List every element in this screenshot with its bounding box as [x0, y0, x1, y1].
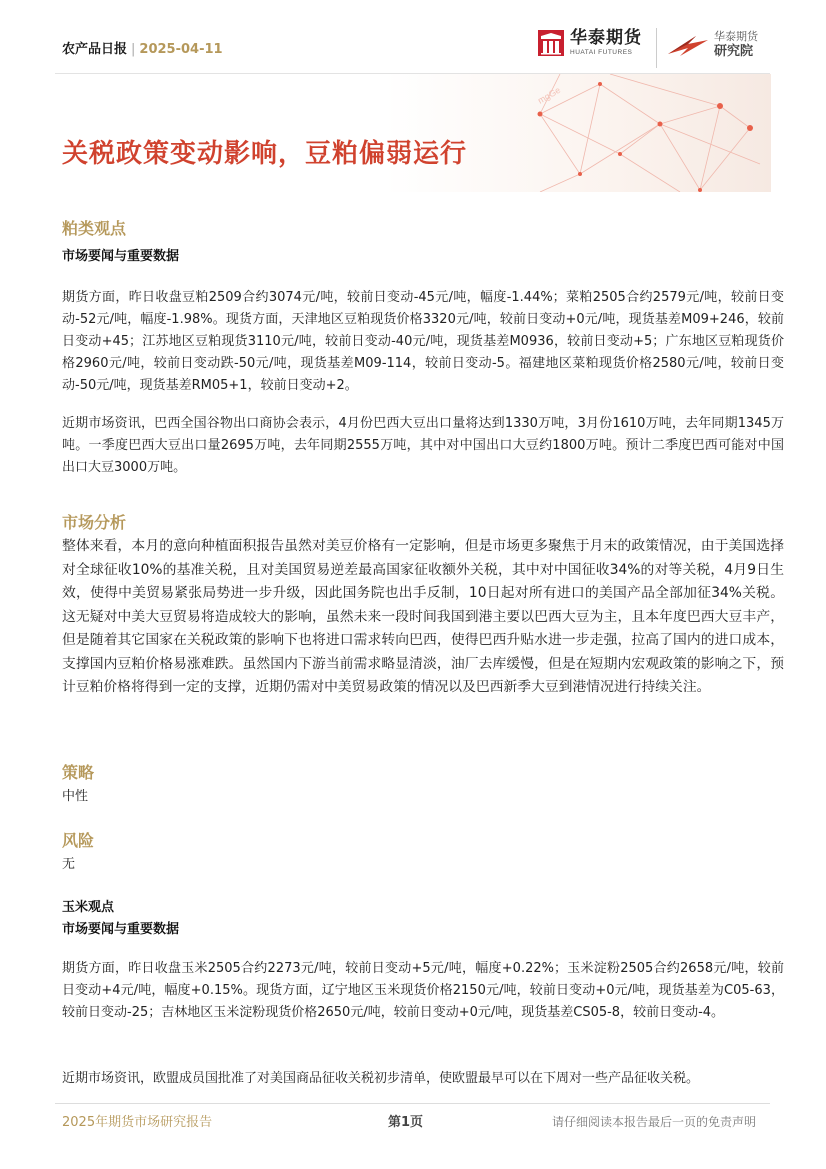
- logo-english-name: HUATAI FUTURES: [570, 49, 633, 56]
- logo-chinese-name: 华泰期货: [570, 28, 642, 48]
- meal-news-heading: 市场要闻与重要数据: [62, 249, 180, 264]
- report-type: 农产品日报: [62, 42, 128, 57]
- research-institute-logo: [666, 30, 758, 60]
- meal-analysis-heading: 市场分析: [62, 513, 127, 532]
- footer-divider: [55, 1103, 770, 1104]
- corn-news-paragraph-1: 期货方面，昨日收盘玉米2505合约2273元/吨，较前日变动+5元/吨，幅度+0.22%；玉米淀粉2505合约2658元/吨，较前日变动+4元/吨，幅度+0.15%。现货方面，辽宁地区玉米现货价格2150元/吨，较前日变动+0元/吨，现货基差为C05-63，较前日变动-25；吉林地区玉米淀粉现货价格2650元/吨，较前日变动+0元/吨，现货基差CS05-8，较前日变动-4。: [62, 961, 784, 1020]
- meal-news-paragraph-2: 近期市场资讯，巴西全国谷物出口商协会表示，4月份巴西大豆出口量将达到1330万吨，3月份1610万吨，去年同期1345万吨。一季度巴西大豆出口量2695万吨，去年同期2555万吨，其中对中国出口大豆约1800万吨。预计二季度巴西可能对中国出口大豆3000万吨。: [62, 416, 784, 475]
- meal-analysis-paragraph: 整体来看，本月的意向种植面积报告虽然对美豆价格有一定影响，但是市场更多聚焦于月末的政策情况，由于美国选择对全球征收10%的基准关税，且对美国贸易逆差最高国家征收额外关税，其中对中国征收34%的对等关税，4月9日生效，使得中美贸易紧张局势进一步升级，因此国务院也出手反制，10日起对所有进口的美国产品全部加征34%关税。这无疑对中美大豆贸易将造成较大的影响，虽然未来一段时间我国到港主要以巴西大豆为主，且本年度巴西大豆丰产，但是随着其它国家在关税政策的影响下也将进口需求转向巴西，使得巴西升贴水进一步走强，拉高了国内的进口成本，支撑国内豆粕价格易涨难跌。虽然国内下游当前需求略显清淡，油厂去库缓慢，但是在短期内宏观政策的影响之下，预计豆粕价格将得到一定的支撑，近期仍需对中美贸易政策的情况以及巴西新季大豆到港情况进行持续关注。: [62, 538, 785, 695]
- page-number: 第1页: [388, 1115, 424, 1130]
- huatai-logo-icon: [538, 30, 564, 56]
- disclaimer-note: 请仔细阅读本报告最后一页的免责声明: [552, 1115, 757, 1129]
- meal-strategy-value: 中性: [62, 789, 89, 804]
- meal-section-title: 粕类观点: [62, 219, 127, 238]
- report-header: [62, 38, 223, 57]
- institute-line2: 研究院: [714, 43, 754, 59]
- header-separator: |: [131, 42, 136, 57]
- meal-news-paragraph-1: 期货方面，昨日收盘豆粕2509合约3074元/吨，较前日变动-45元/吨，幅度-1.44%；菜粕2505合约2579元/吨，较前日变动-52元/吨，幅度-1.98%。现货方面，天津地区豆粕现货价格3320元/吨，较前日变动+0元/吨，现货基差M09+246，较前日变动+45；江苏地区豆粕现货3110元/吨，较前日变动-40元/吨，现货基差M0936，较前日变动+5；广东地区豆粕现货价格2960元/吨，较前日变动跌-50元/吨，现货基差M09-114，较前日变动-5。福建地区菜粕现货价格2580元/吨，较前日变动-50元/吨，现货基差RM05+1，较前日变动+2。: [62, 290, 784, 393]
- logo-divider: [656, 28, 657, 68]
- report-date: 2025-04-11: [139, 42, 223, 57]
- corn-news-heading: 市场要闻与重要数据: [62, 922, 180, 937]
- report-title: 关税政策变动影响，豆粕偏弱运行: [62, 139, 468, 169]
- meal-strategy-heading: 策略: [62, 763, 95, 782]
- institute-line1: 华泰期货: [714, 30, 758, 43]
- huatai-futures-logo: [538, 30, 642, 57]
- corn-section-title: 玉米观点: [62, 900, 115, 915]
- institute-logo-icon: [666, 30, 710, 60]
- svg-text:mgGe: mgGe: [536, 84, 563, 106]
- meal-risk-heading: 风险: [62, 831, 95, 850]
- corn-news-paragraph-2: 近期市场资讯，欧盟成员国批准了对美国商品征收关税初步清单，使欧盟最早可以在下周对一些产品征收关税。: [62, 1071, 700, 1086]
- footer-report-label: 2025年期货市场研究报告: [62, 1115, 213, 1130]
- meal-risk-value: 无: [62, 857, 76, 872]
